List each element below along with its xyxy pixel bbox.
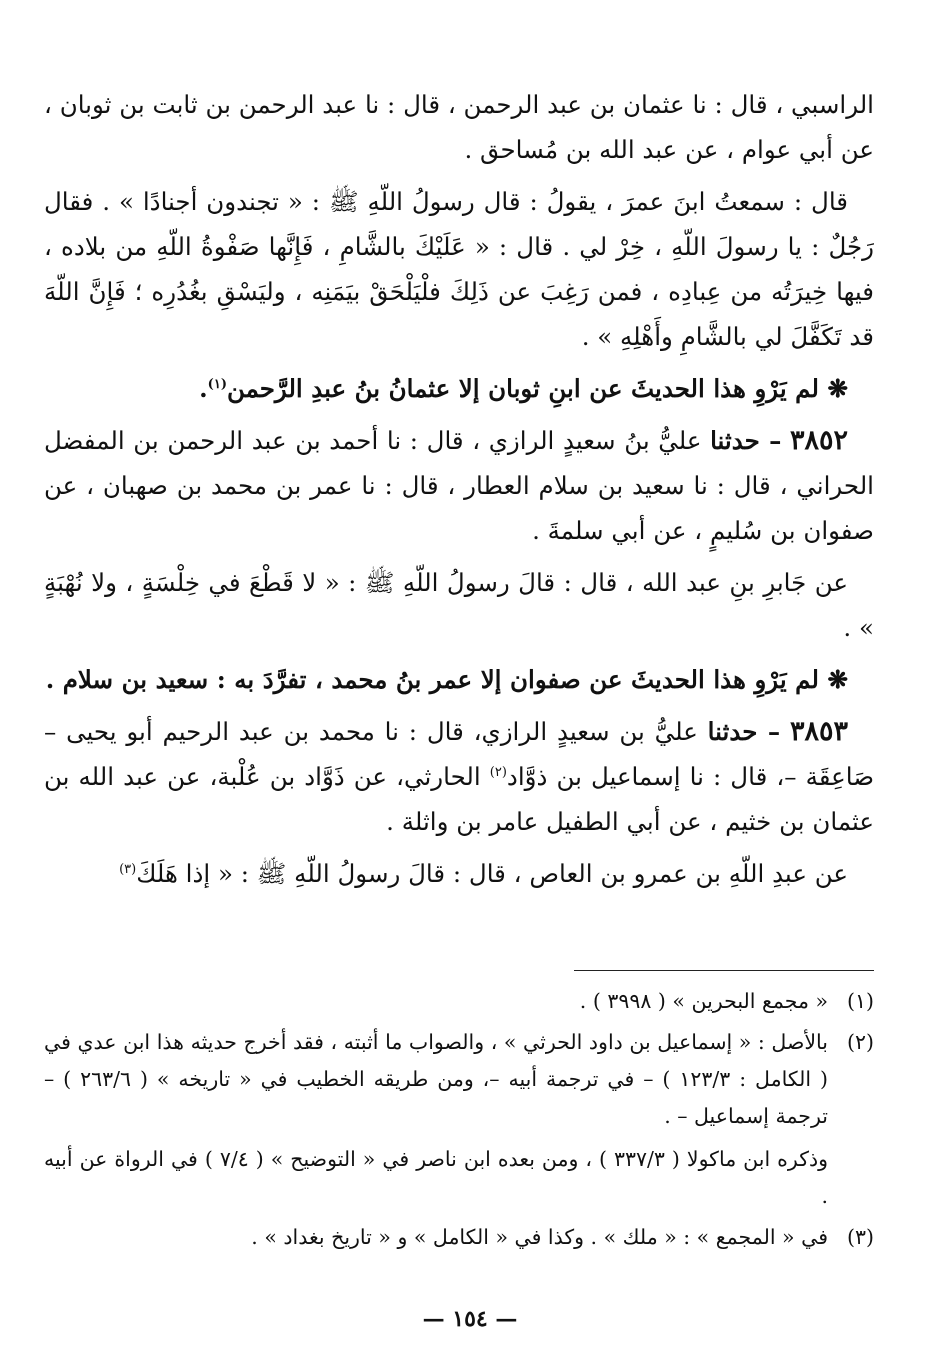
commentary-note-end: . xyxy=(199,374,208,403)
hadith-intro: – حدثنا xyxy=(710,426,782,455)
footnote xyxy=(44,1219,874,1256)
footnote xyxy=(44,1024,874,1215)
footnote-body xyxy=(44,983,828,1020)
footnote-text: « مجمع البحرين » ( ٣٩٩٨ ) . xyxy=(579,989,828,1013)
hadith-3853-text xyxy=(44,851,874,896)
hadith-3853-isnad xyxy=(44,709,874,844)
footnote-number: (١) xyxy=(846,989,874,1013)
footnote xyxy=(44,983,874,1020)
hadith-intro: – حدثنا xyxy=(707,717,781,746)
footnote-separator xyxy=(574,970,874,971)
footnotes xyxy=(44,983,874,1260)
commentary-note-text: ❋ لم يَرْوِ هذا الحديثَ عن ابنِ ثوبان إلا عثمانُ بنُ عبدِ الرَّحمن xyxy=(226,374,848,403)
commentary-note xyxy=(44,366,874,411)
hadith-text-part: عن عبدِ اللّهِ بن عمرو بن العاص ، قال : قالَ رسولُ اللّهِ ﷺ : « إذا هَلَكَ xyxy=(136,859,848,888)
footnote-ref: (٢) xyxy=(489,764,507,780)
hadith-isnad-text: عليُّ بنُ سعيدٍ الرازي ، قال : نا أحمد بن عبد الرحمن بن المفضل الحراني ، قال : نا سعيد بن سلام العطار ، قال : نا عمر بن محمد بن صهبان ، عن صفوان بن سُليمٍ ، عن أبي سلمةَ . xyxy=(44,426,874,545)
hadith-3852-isnad xyxy=(44,418,874,553)
main-text xyxy=(44,82,874,903)
page-number: — ١٥٤ — xyxy=(422,1306,518,1332)
hadith-isnad-text: عليُّ بن سعيدٍ الرازي، قال : نا محمد بن عبد الرحيم أبو يحيى – صَاعِقَة –، قال : نا إسماعيل بن ذوَّاد xyxy=(44,717,875,791)
footnote-text: بالأصل : « إسماعيل بن داود الحرثي » ، والصواب ما أثبته ، فقد أخرج حديثه هذا ابن عدي في ( الكامل : ١٢٣/٣ ) – في ترجمة أبيه –، ومن طريقه الخطيب في « تاريخه » ( ٢٦٣/٦ ) – ترجمة إسماعيل – . xyxy=(44,1030,829,1128)
footnote-body xyxy=(44,1024,828,1215)
footnote-ref: (٣) xyxy=(119,861,137,877)
hadith-text: قال : سمعتُ ابنَ عمرَ ، يقولُ : قال رسولُ اللّهِ ﷺ : « تجندون أجنادًا » . فقال رَجُلٌ : يا رسولَ اللّهِ ، خِرْ لي . قال : « عَلَيْكَ بالشَّامِ ، فَإِنَّها صَفْوةُ اللّهِ من بلاده ، فيها خِيرَتُه من عِبادِه ، فمن رَغِبَ عن ذَلِكَ فلْيَلْحَقْ بيَمَنِه ، وليَسْقِ بغُدُرِه ؛ فَإِنَّ اللّهَ قد تَكَفَّلَ لي بالشَّامِ وأَهْلِهِ » . xyxy=(44,187,874,351)
isnad-continuation: الراسبي ، قال : نا عثمان بن عبد الرحمن ، قال : نا عبد الرحمن بن ثابت بن ثوبان ، عن أبي عوام ، عن عبد الله بن مُساحق . xyxy=(44,90,874,164)
footnote-number: (٢) xyxy=(846,1030,874,1054)
footnote-number: (٣) xyxy=(846,1225,874,1249)
commentary-note: ❋ لم يَرْوِ هذا الحديثَ عن صفوان إلا عمر بنُ محمد ، تفرَّدَ به : سعيد بن سلام . xyxy=(45,665,848,694)
footnote-text: وذكره ابن ماكولا ( ٣٣٧/٣ ) ، ومن بعده ابن ناصر في « التوضيح » ( ٧/٤ ) في الرواة عن أبيه . xyxy=(44,1147,828,1208)
footnote-text: في « المجمع » : « ملك » . وكذا في « الكامل » و « تاريخ بغداد » . xyxy=(251,1225,828,1249)
hadith-3852-text: عن جَابرِ بنِ عبد الله ، قال : قالَ رسولُ اللّهِ ﷺ : « لا قَطْعَ في خِلْسَةٍ ، ولا نُهْبَةٍ » . xyxy=(44,568,874,642)
footnote-ref: (١) xyxy=(207,376,227,392)
hadith-number: ٣٨٥٣ xyxy=(789,716,848,747)
footnote-body xyxy=(44,1219,828,1256)
hadith-number: ٣٨٥٢ xyxy=(789,425,848,456)
hadith-isnad-text: الحارثي، عن ذَوَّاد بن عُلْبة، عن عبد الله بن عثمان بن خثيم ، عن أبي الطفيل عامر بن واثلة . xyxy=(44,762,874,836)
